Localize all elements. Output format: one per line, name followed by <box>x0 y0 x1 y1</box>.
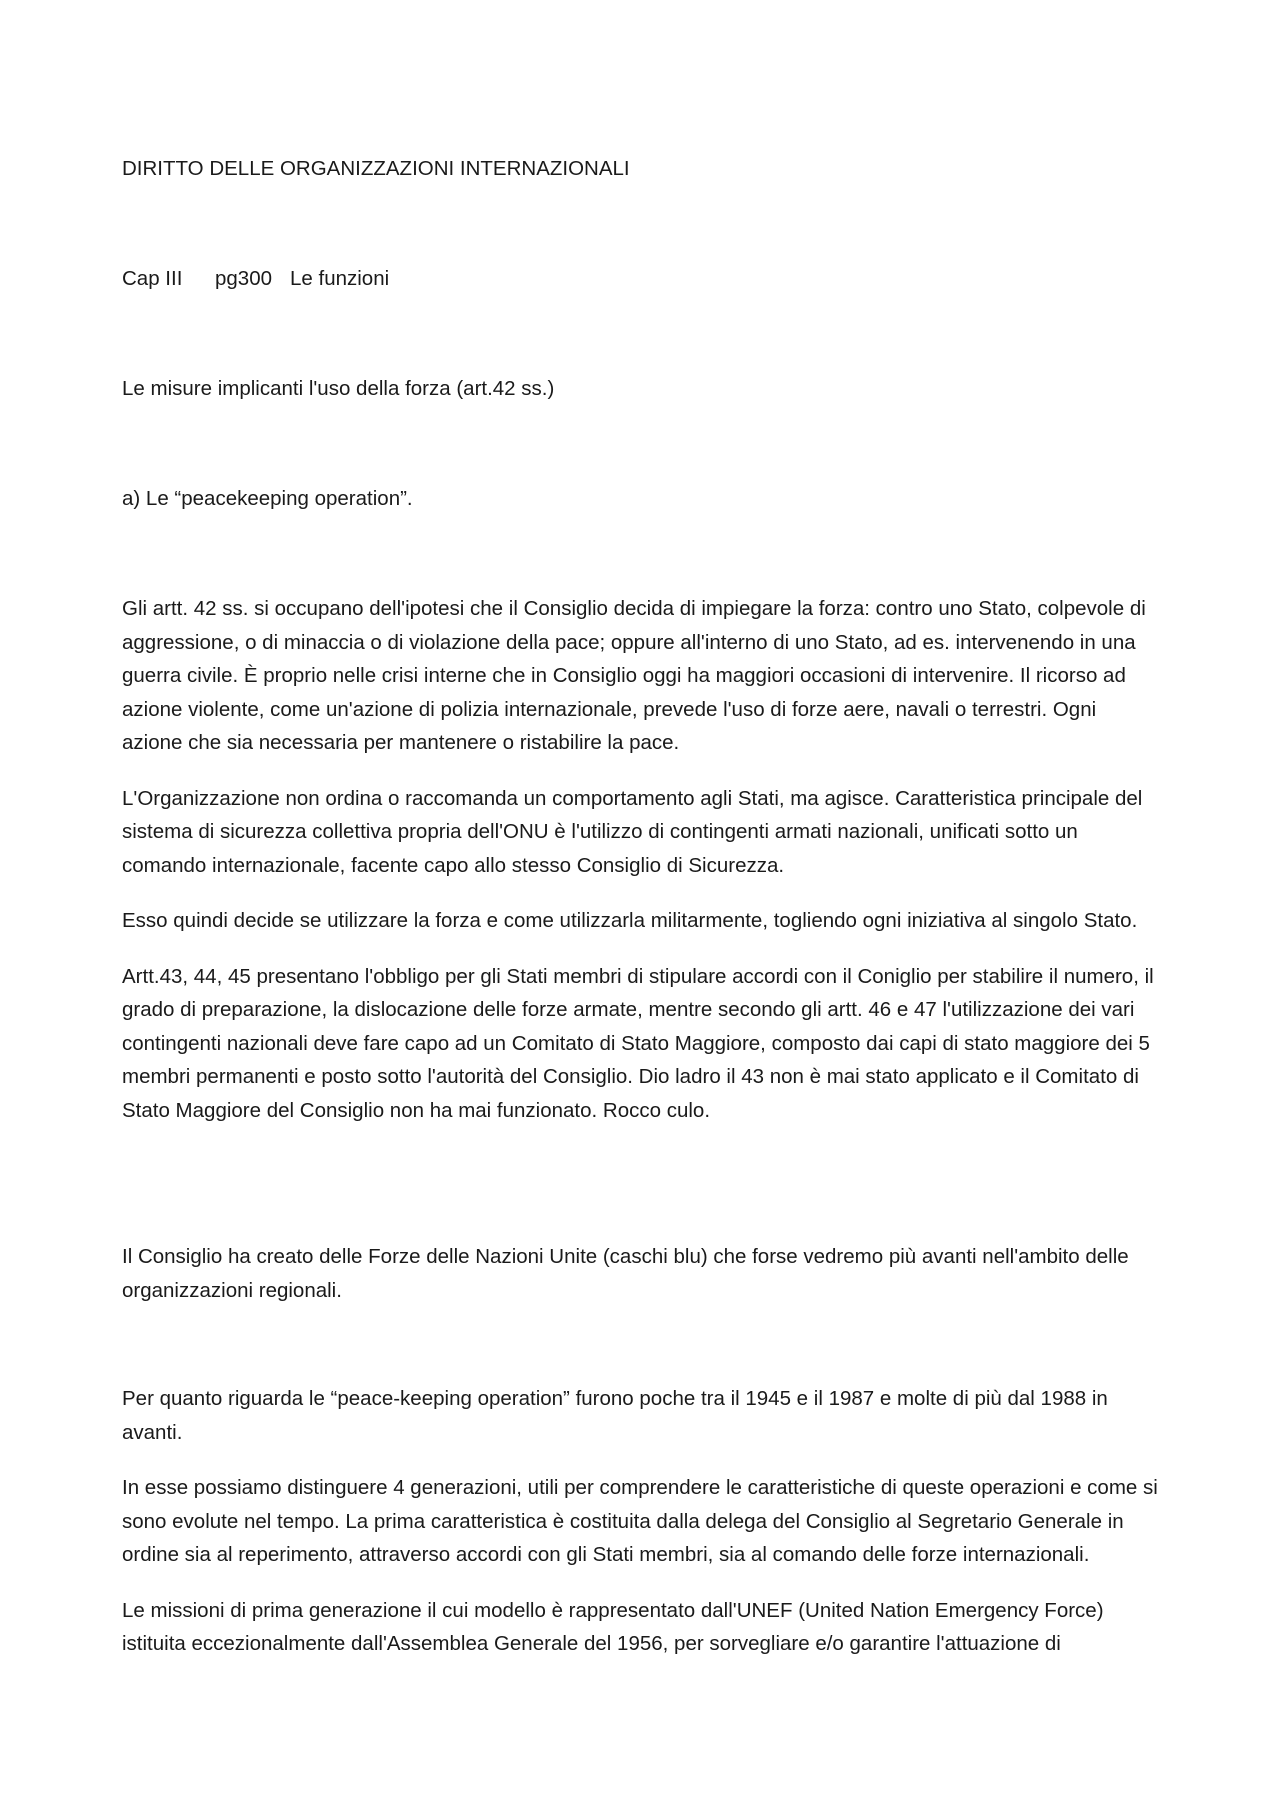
paragraph: L'Organizzazione non ordina o raccomanda un comportamento agli Stati, ma agisce. Caratteristica principale del sistema di sicurezza collettiva propria dell'ONU è l'utilizzo di contingenti armati nazionali, unificati sotto un comando internazionale, facente capo allo stesso Consiglio di Sicurezza. <box>122 786 1143 877</box>
paragraph: Artt.43, 44, 45 presentano l'obbligo per gli Stati membri di stipulare accordi con il Coniglio per stabilire il numero, il grado di preparazione, la dislocazione delle forze armate, mentre secondo gli artt. 46 e 47 l'utilizzazione dei vari contingenti nazionali deve fare capo ad un Comitato di Stato Maggiore, composto dai capi di stato maggiore dei 5 membri permanenti e posto sotto l'autorità del Consiglio. Dio ladro il 43 non è mai stato applicato e il Comitato di Stato Maggiore del Consiglio non ha mai funzionato. Rocco culo. <box>122 964 1154 1122</box>
chapter-page: pg300 <box>215 267 273 290</box>
paragraph: Esso quindi decide se utilizzare la forza e come utilizzarla militarmente, togliendo ogni iniziativa al singolo Stato. <box>122 909 1138 932</box>
chapter-line <box>122 262 389 296</box>
body-text-block <box>122 1382 1162 1683</box>
body-text-block <box>122 1240 1162 1329</box>
chapter-topic: Le funzioni <box>290 267 390 290</box>
subsection-heading: a) Le “peacekeeping operation”. <box>122 487 413 510</box>
paragraph: Gli artt. 42 ss. si occupano dell'ipotesi che il Consiglio decida di impiegare la forza: contro uno Stato, colpevole di aggressione, o di minaccia o di violazione della pace; oppure all'interno di uno Stato, ad es. intervenendo in una guerra civile. È proprio nelle crisi interne che in Consiglio oggi ha maggiori occasioni di intervenire. Il ricorso ad azione violente, come un'azione di polizia internazionale, prevede l'uso di forze aere, navali o terrestri. Ogni azione che sia necessaria per mantenere o ristabilire la pace. <box>122 597 1146 754</box>
document-page <box>122 0 1162 1811</box>
document-title: DIRITTO DELLE ORGANIZZAZIONI INTERNAZIONALI <box>122 157 630 180</box>
paragraph: Il Consiglio ha creato delle Forze delle Nazioni Unite (caschi blu) che forse vedremo più avanti nell'ambito delle organizzazioni regionali. <box>122 1245 1129 1302</box>
section-heading: Le misure implicanti l'uso della forza (art.42 ss.) <box>122 377 555 400</box>
paragraph: Le missioni di prima generazione il cui modello è rappresentato dall'UNEF (United Nation Emergency Force) istituita eccezionalmente dall'Assemblea Generale del 1956, per sorvegliare e/o garantire l'attuazione di <box>122 1598 1104 1655</box>
body-text-block <box>122 592 1162 1149</box>
paragraph: In esse possiamo distinguere 4 generazioni, utili per comprendere le caratteristiche di queste operazioni e come si sono evolute nel tempo. La prima caratteristica è costituita dalla delega del Consiglio al Segretario Generale in ordine sia al reperimento, attraverso accordi con gli Stati membri, sia al comando delle forze internazionali. <box>122 1476 1158 1566</box>
paragraph: Per quanto riguarda le “peace-keeping operation” furono poche tra il 1945 e il 1987 e molte di più dal 1988 in avanti. <box>122 1387 1108 1444</box>
chapter-number: Cap III <box>122 267 183 290</box>
